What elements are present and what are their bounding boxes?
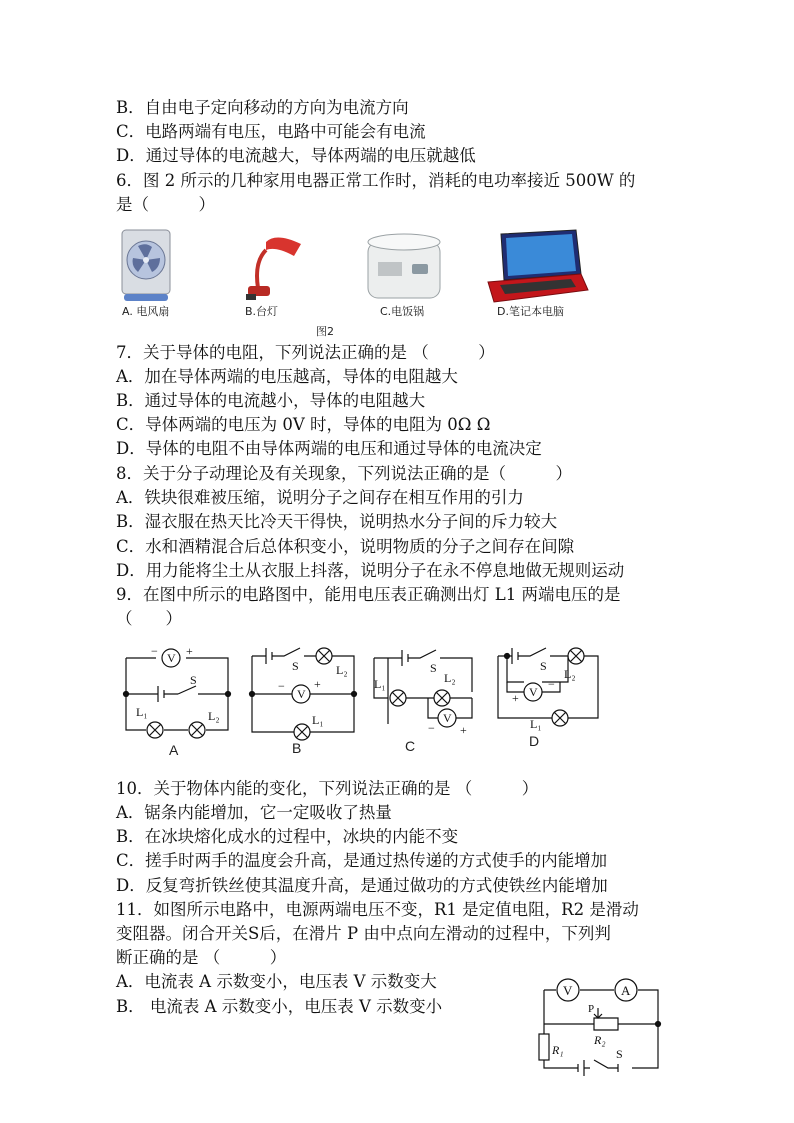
- voltmeter-a-label: V: [167, 651, 176, 665]
- q10-stem: 10．关于物体内能的变化，下列说法正确的是 （ ）: [116, 779, 539, 798]
- a-switch-label: S: [190, 673, 197, 687]
- b-plus: +: [314, 677, 321, 691]
- caption-rice-cooker: C.电饭锅: [380, 305, 425, 318]
- d-minus: −: [548, 677, 555, 691]
- c-switch-label: S: [430, 661, 437, 675]
- q7-option-b: B．通过导体的电流越小，导体的电阻越大: [116, 391, 426, 410]
- desk-lamp-image: [246, 237, 301, 300]
- q10-option-a: A．锯条内能增加，它一定吸收了热量: [116, 803, 392, 822]
- q5-option-c: C．电路两端有电压，电路中可能会有电流: [116, 122, 426, 141]
- q5-option-b: B．自由电子定向移动的方向为电流方向: [116, 98, 409, 117]
- ammeter-label: A: [621, 983, 631, 998]
- voltmeter-c-label: V: [443, 711, 452, 725]
- q11-stem-line2: 变阻器。闭合开关S后，在滑片 P 由中点向左滑动的过程中，下列判: [116, 924, 611, 943]
- d-l2-label: L₂: [564, 667, 576, 681]
- q7-option-c: C．导体两端的电压为 0V 时，导体的电阻为 0Ω Ω: [116, 415, 491, 434]
- q8-option-b: B．湿衣服在热天比冷天干得快，说明热水分子间的斥力较大: [116, 512, 558, 531]
- electric-fan-image: [122, 230, 170, 301]
- q9-stem-line2: （ ）: [116, 609, 182, 628]
- q11-option-a: A．电流表 A 示数变小，电压表 V 示数变大: [116, 972, 437, 991]
- slider-p-label: P: [588, 1003, 595, 1015]
- q10-option-b: B．在冰块熔化成水的过程中，冰块的内能不变: [116, 827, 459, 846]
- circuit-c: [374, 650, 472, 737]
- caption-fan: A. 电风扇: [122, 305, 170, 318]
- c-l1-label: L₁: [374, 677, 386, 691]
- caption-lamp: B.台灯: [245, 305, 279, 318]
- circuit-a-label: A: [169, 742, 179, 758]
- d-plus: +: [512, 691, 519, 705]
- voltmeter-label: V: [563, 983, 573, 998]
- figure-2-label: 图2: [316, 325, 334, 338]
- q6-stem-line2: 是（ ）: [116, 195, 215, 214]
- r2-label: R₂: [594, 1033, 606, 1047]
- q5-option-d: D．通过导体的电流越大，导体两端的电压就越低: [116, 146, 476, 165]
- circuit-c-label: C: [405, 738, 416, 754]
- q10-option-d: D．反复弯折铁丝使其温度升高，是通过做功的方式使铁丝内能增加: [116, 876, 608, 895]
- a-l1-label: L₁: [136, 705, 148, 719]
- b-switch-label: S: [292, 659, 299, 673]
- b-minus: −: [278, 679, 285, 693]
- laptop-image: [488, 230, 588, 302]
- q11-circuit-figure: [536, 970, 664, 1082]
- b-l2-label: L₂: [336, 663, 348, 677]
- a-minus: −: [151, 644, 158, 658]
- circuit-d-label: D: [529, 733, 540, 749]
- circuit-d: [498, 648, 598, 731]
- a-l2-label: L₂: [208, 709, 220, 723]
- voltmeter-d-label: V: [529, 685, 538, 699]
- d-switch-label: S: [540, 659, 547, 673]
- q8-option-a: A．铁块很难被压缩，说明分子之间存在相互作用的引力: [116, 488, 524, 507]
- rice-cooker-image: [368, 234, 440, 298]
- q10-option-c: C．搓手时两手的温度会升高，是通过热传递的方式使手的内能增加: [116, 851, 608, 870]
- q7-option-d: D．导体的电阻不由导体两端的电压和通过导体的电流决定: [116, 439, 542, 458]
- c-plus: +: [460, 723, 467, 737]
- a-plus: +: [186, 644, 193, 658]
- q6-stem-line1: 6．图 2 所示的几种家用电器正常工作时，消耗的电功率接近 500W 的: [116, 171, 636, 190]
- q8-stem: 8．关于分子动理论及有关现象，下列说法正确的是（ ）: [116, 464, 572, 483]
- d-l1-label: L₁: [530, 717, 542, 731]
- q11-option-b: B． 电流表 A 示数变小，电压表 V 示数变小: [116, 997, 443, 1016]
- c-l2-label: L₂: [444, 671, 456, 685]
- q7-option-a: A．加在导体两端的电压越高，导体的电阻越大: [116, 367, 458, 386]
- voltmeter-b-label: V: [297, 687, 306, 701]
- c-minus: −: [428, 721, 435, 735]
- q8-option-c: C．水和酒精混合后总体积变小，说明物质的分子之间存在间隙: [116, 537, 575, 556]
- q11-switch-label: S: [616, 1047, 623, 1061]
- circuit-b-label: B: [292, 740, 302, 756]
- caption-laptop: D.笔记本电脑: [497, 305, 564, 318]
- q11-stem-line3: 断正确的是 （ ）: [116, 948, 287, 967]
- circuit-b: [250, 648, 357, 740]
- q11-stem-line1: 11．如图所示电路中，电源两端电压不变，R1 是定值电阻，R2 是滑动: [116, 900, 639, 919]
- q9-stem-line1: 9．在图中所示的电路图中，能用电压表正确测出灯 L1 两端电压的是: [116, 585, 621, 604]
- circuit-options-figure: [116, 636, 616, 766]
- circuit-a: [124, 644, 231, 738]
- b-l1-label: L₁: [312, 713, 324, 727]
- q8-option-d: D．用力能将尘土从衣服上抖落，说明分子在永不停息地做无规则运动: [116, 561, 625, 580]
- q7-stem: 7．关于导体的电阻，下列说法正确的是 （ ）: [116, 343, 495, 362]
- r1-label: R₁: [552, 1043, 564, 1057]
